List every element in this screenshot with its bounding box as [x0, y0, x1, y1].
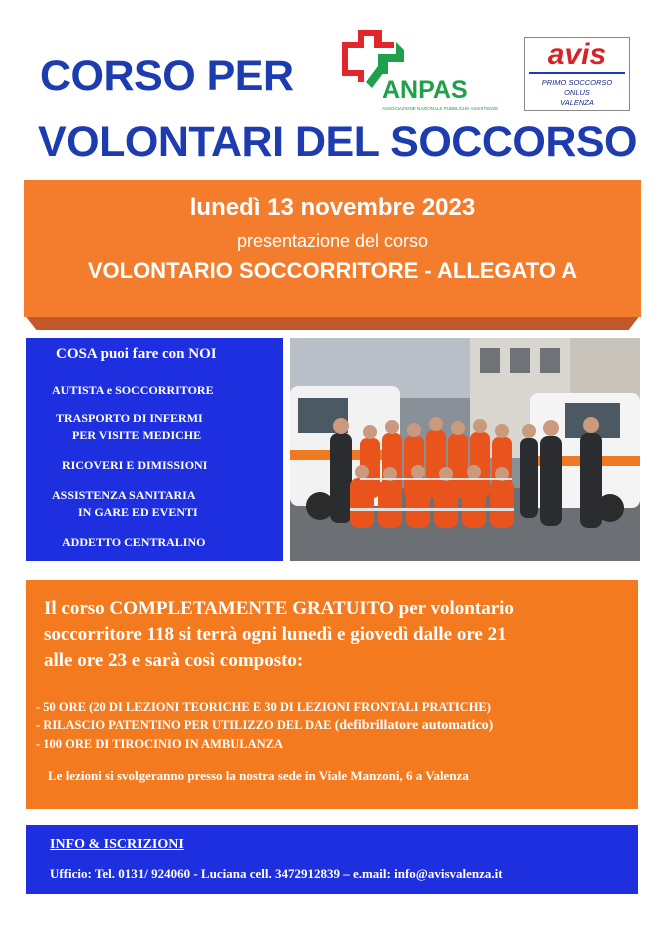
course-description-line-2: soccorritore 118 si terrà ogni lunedì e giovedì dalle ore 21: [44, 624, 507, 645]
title-line-1: CORSO PER: [40, 52, 294, 100]
contact-heading: INFO & ISCRIZIONI: [50, 837, 184, 852]
service-item: TRASPORTO DI INFERMI: [56, 411, 203, 425]
course-component-note: (defibrillatore automatico): [334, 718, 494, 733]
contact-box: [26, 825, 638, 894]
volunteers-photo-illustration: [290, 338, 640, 561]
services-box: [26, 338, 283, 561]
banner-date: lunedì 13 novembre 2023: [189, 194, 476, 221]
service-item: ADDETTO CENTRALINO: [62, 535, 206, 549]
anpas-logo: [338, 22, 499, 117]
course-component-caps: - RILASCIO PATENTINO PER UTILIZZO DEL DAE: [36, 718, 332, 732]
banner-subtitle: presentazione del corso: [236, 231, 429, 251]
service-item: RICOVERI E DIMISSIONI: [62, 458, 208, 472]
course-component: - 100 ORE DI TIROCINIO IN AMBULANZA: [36, 737, 284, 751]
avis-line-3: VALENZA: [560, 98, 594, 107]
anpas-name: ANPAS: [382, 76, 468, 104]
service-item-sub: PER VISITE MEDICHE: [72, 428, 202, 442]
course-location: Le lezioni si svolgeranno presso la nostra sede in Viale Manzoni, 6 a Valenza: [48, 768, 469, 783]
avis-name: avis: [529, 38, 625, 74]
course-components-list: [36, 698, 493, 753]
service-item: AUTISTA e SOCCORRITORE: [52, 383, 214, 397]
group-photo: [290, 338, 640, 561]
avis-line-1: PRIMO SOCCORSO: [541, 78, 613, 87]
banner-course-title: VOLONTARIO SOCCORRITORE - ALLEGATO A: [87, 258, 578, 283]
course-info-box: [26, 580, 638, 809]
contact-details: Ufficio: Tel. 0131/ 924060 - Luciana cell. 3472912839 – e.mail: info@avisvalenza.it: [50, 866, 503, 881]
course-description-line-3: alle ore 23 e sarà così composto:: [44, 650, 304, 671]
avis-logo: [524, 37, 630, 111]
avis-line-2: ONLUS: [564, 88, 590, 97]
course-description-line-1: Il corso COMPLETAMENTE GRATUITO per volontario: [44, 598, 514, 619]
title-line-2: VOLONTARI DEL SOCCORSO: [38, 118, 637, 166]
anpas-subtitle: ASSOCIAZIONE NAZIONALE PUBBLICHE ASSISTENZE: [382, 106, 499, 111]
course-component: [36, 716, 493, 735]
course-description: [44, 596, 634, 674]
service-item: ASSISTENZA SANITARIA: [52, 488, 196, 502]
course-component: - 50 ORE (20 DI LEZIONI TEORICHE E 30 DI LEZIONI FRONTALI PRATICHE): [36, 700, 491, 714]
service-item-sub: IN GARE ED EVENTI: [78, 505, 198, 519]
date-banner: [24, 180, 641, 317]
services-heading: COSA puoi fare con NOI: [56, 346, 217, 362]
